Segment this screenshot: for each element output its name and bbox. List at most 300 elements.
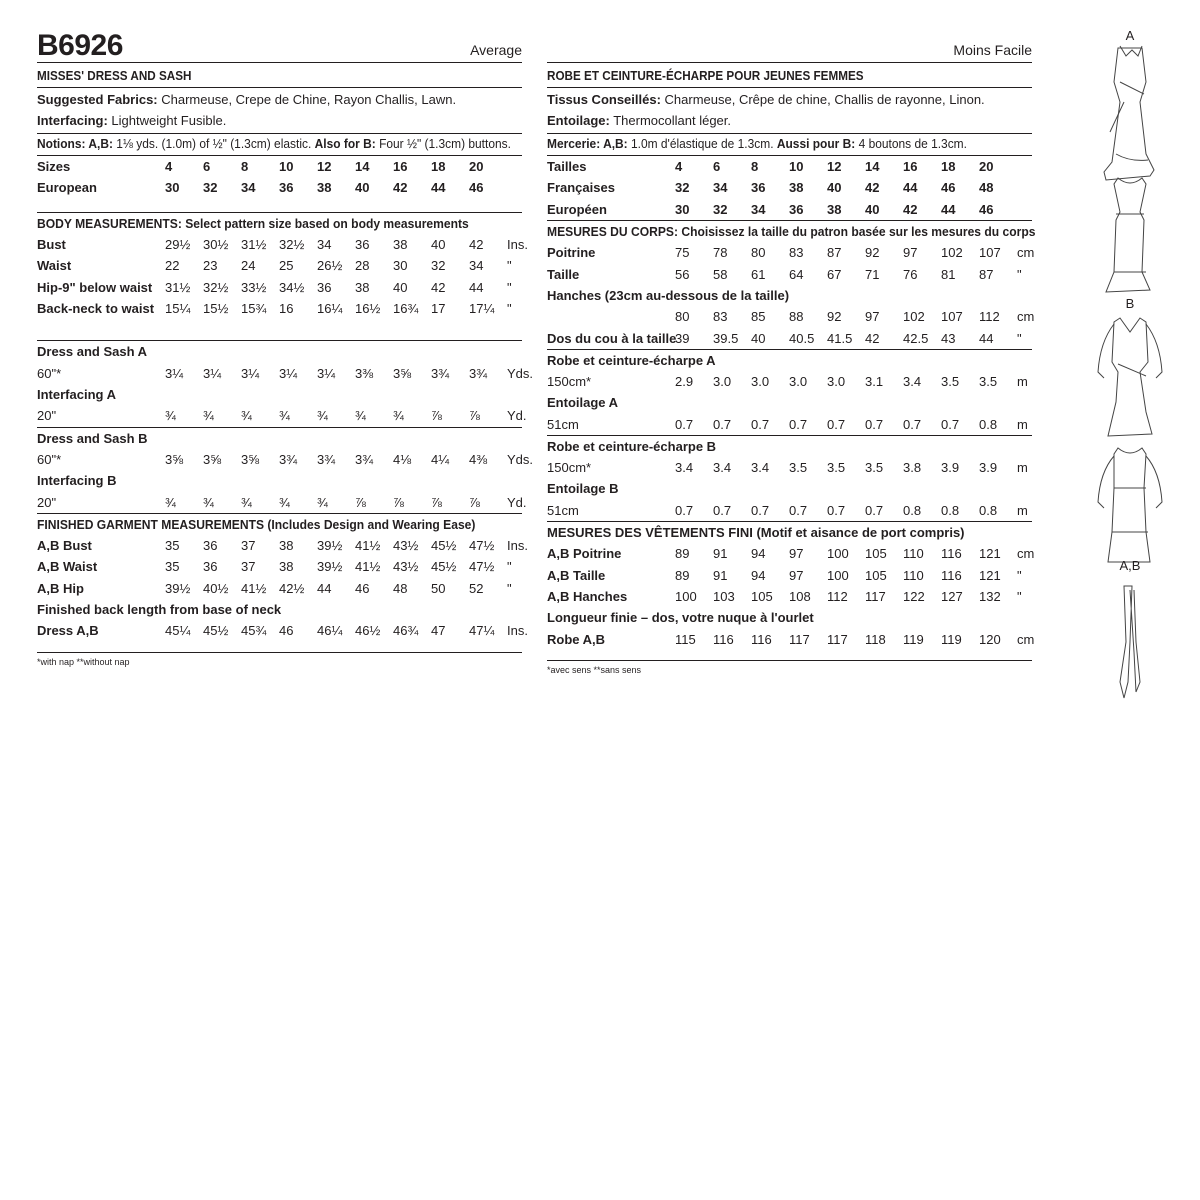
row-value: ¾ [203,408,214,424]
table-row [547,500,1032,521]
row-value: 31½ [241,237,267,253]
row-unit: " [507,300,512,316]
row-value: 47 [431,623,446,639]
row-value: ¾ [203,494,214,510]
row-value: 0.7 [751,416,770,432]
row-value: 38 [827,201,842,217]
yardage-table [37,491,527,512]
row-value: 0.7 [941,416,960,432]
row-value: 91 [713,546,728,562]
back-length-table [37,620,528,641]
row-value: 94 [751,567,766,583]
row-value: 110 [903,546,924,562]
row-value: 38 [393,237,408,253]
row-label: Back-neck to waist [37,300,155,316]
row-value: 37 [241,559,256,575]
row-value: 85 [751,309,766,325]
row-value: 44 [431,180,446,196]
row-value: 3¾ [355,452,374,467]
row-value: 35 [165,559,180,575]
row-value: 36 [279,180,294,196]
french-column [547,30,1036,675]
yardage-heading: Entoilage A [547,395,619,411]
row-value: 12 [317,159,332,175]
row-label [547,306,675,327]
row-value: 91 [713,567,728,583]
row-value: 44 [903,180,918,196]
row-label: 51cm [547,416,579,432]
notions-text: 1.0m d'élastique de 1.3cm. [627,136,777,151]
table-row [37,156,522,177]
row-value: 38 [789,180,804,196]
table-row [37,255,522,276]
body-measurements-heading: MESURES DU CORPS: Choisissez la taille du patron basée sur les mesures du corps [547,223,1036,239]
row-value: 33½ [241,279,267,295]
row-value: 116 [713,631,734,647]
row-value: 0.7 [675,416,694,432]
row-value: 118 [865,631,886,647]
row-value: 8 [241,159,249,175]
row-label: Robe A,B [547,631,606,647]
row-value: 39 [675,330,690,346]
row-value: 14 [865,159,880,175]
row-unit: Yd. [507,494,527,510]
row-value: ¾ [241,494,252,510]
row-unit: cm [1017,309,1035,325]
row-label: A,B Hanches [547,589,628,605]
row-value: 97 [865,309,880,325]
yardage-heading: Entoilage B [547,481,619,497]
row-value: 4¼ [431,452,450,467]
row-unit: Yd. [507,408,527,424]
back-length-heading: Finished back length from base of neck [37,601,282,617]
row-value: ¾ [241,408,252,424]
row-label: 20" [37,494,57,510]
yardage-heading: Interfacing A [37,386,116,402]
row-value: 110 [903,567,924,583]
table-row [37,491,522,512]
table-row [547,629,1032,650]
table-row [547,371,1032,392]
row-label: Hip-9" below waist [37,279,153,295]
row-value: 3.1 [865,374,884,390]
row-value: 46½ [355,623,381,639]
row-unit: m [1017,374,1028,390]
row-value: 42 [469,237,484,253]
yardage-table [37,363,534,384]
row-value: 127 [941,589,963,605]
row-value: 24 [241,258,256,274]
row-value: 16¼ [317,300,343,316]
row-label: Poitrine [547,245,596,261]
row-value: 94 [751,546,766,562]
row-value: 45¾ [241,623,267,639]
row-value: 105 [865,546,887,562]
row-value: 46 [279,623,294,639]
difficulty-level: Moins Facile [953,42,1032,58]
row-value: 17¼ [469,300,495,316]
row-unit: " [507,559,512,575]
row-value: 48 [979,180,994,196]
row-value: 0.7 [903,416,922,432]
finished-measurements-heading: FINISHED GARMENT MEASUREMENTS (Includes Design and Wearing Ease) [37,516,476,532]
row-value: 41½ [355,538,381,554]
row-label: 60"* [37,452,62,467]
row-value: 38 [317,180,332,196]
difficulty-level: Average [470,42,522,58]
row-value: 0.7 [789,416,808,432]
row-value: 3¼ [203,365,222,381]
yardage-table [547,371,1032,392]
table-row [37,556,522,577]
body-measurements-heading: BODY MEASUREMENTS: Select pattern size based on body measurements [37,215,469,231]
row-value: 39½ [165,580,191,596]
row-value: 3.4 [751,460,770,476]
row-label: Bust [37,237,66,253]
dress-a-front-icon [1104,46,1154,180]
row-value: 16 [393,159,408,175]
row-value: 3.9 [941,460,960,476]
row-value: ⅞ [431,408,442,424]
row-value: 83 [789,245,804,261]
row-value: 45½ [431,559,457,575]
table-row [37,298,522,319]
hip-table [547,306,1035,349]
row-value: 16 [279,300,294,316]
row-value: 97 [789,567,804,583]
yardage-section [37,341,534,512]
table-row [547,543,1032,564]
row-label: A,B Hip [37,580,84,596]
row-value: 34 [317,237,332,253]
row-value: 34 [469,258,484,274]
row-value: 3.0 [789,374,808,390]
row-value: 3.8 [903,460,922,476]
row-value: 41½ [355,559,381,575]
row-unit: Yds. [507,365,534,381]
row-value: 8 [751,159,759,175]
back-length-heading: Longueur finie – dos, votre nuque à l'ourlet [547,610,814,626]
row-value: 3.5 [865,460,884,476]
row-value: 0.7 [789,502,808,518]
row-value: 71 [865,266,880,282]
row-value: 36 [203,538,218,554]
row-value: 32 [203,180,218,196]
table-row [37,578,522,599]
row-value: 47½ [469,538,495,554]
row-value: 18 [431,159,446,175]
row-value: 42 [865,180,880,196]
row-value: 0.7 [865,416,884,432]
sizes-table [547,156,1032,220]
row-label: 60"* [37,365,62,381]
row-value: 117 [865,589,886,605]
table-row [547,242,1032,263]
row-value: 64 [789,266,804,282]
row-value: 75 [675,245,690,261]
yardage-heading: Dress and Sash A [37,344,148,360]
row-value: 42 [393,180,408,196]
row-value: 116 [751,631,772,647]
pattern-title: MISSES' DRESS AND SASH [37,68,192,83]
row-value: 42½ [279,580,305,596]
interfacing-label: Interfacing: [37,113,108,128]
interfacing-text: Thermocollant léger. [609,113,732,128]
row-value: 3.5 [827,460,846,476]
row-value: 0.8 [979,416,998,432]
row-value: 46¼ [317,623,343,639]
row-unit: cm [1017,631,1035,647]
row-value: 14 [355,159,370,175]
row-value: 0.8 [979,502,998,518]
footnote: *avec sens **sans sens [547,664,642,675]
body-measurements-table [547,242,1035,285]
row-value: 31½ [165,279,191,295]
row-value: 122 [903,589,925,605]
row-unit: " [1017,266,1022,282]
row-value: 92 [827,309,842,325]
table-row [547,199,1032,220]
fabrics-label: Suggested Fabrics: [37,92,158,107]
finished-measurements-heading: MESURES DES VÊTEMENTS FINI (Motif et aisance de port compris) [547,525,965,541]
fabrics-text: Charmeuse, Crêpe de chine, Challis de rayonne, Linon. [660,92,985,107]
row-value: 117 [827,631,848,647]
row-value: 35 [165,538,180,554]
row-value: 15¾ [241,300,267,316]
row-value: 36 [355,237,370,253]
row-value: 3¼ [317,365,336,381]
row-value: 4⅜ [469,452,488,467]
row-value: 97 [789,546,804,562]
dress-b-front-icon [1098,318,1162,436]
row-value: 44 [979,330,994,346]
row-value: 42 [431,279,446,295]
table-row [547,586,1032,607]
row-value: 3.4 [713,460,732,476]
row-unit: Yds. [507,452,534,467]
also-text: Four ½" (1.3cm) buttons. [375,136,511,151]
row-value: ¾ [279,494,290,510]
table-row [547,306,1032,327]
row-value: 4 [165,159,173,175]
row-value: 3.4 [903,374,922,390]
row-value: 103 [713,589,735,605]
row-value: 28 [355,258,370,274]
row-value: 3.9 [979,460,998,476]
row-value: 0.7 [865,502,884,518]
row-value: 0.7 [713,416,732,432]
row-label: A,B Waist [37,559,98,575]
row-value: 81 [941,266,956,282]
fabrics-text: Charmeuse, Crepe de Chine, Rayon Challis, Lawn. [157,92,457,107]
row-value: 0.7 [713,502,732,518]
row-value: ¾ [279,408,290,424]
row-unit: cm [1017,245,1035,261]
row-value: 32 [713,201,728,217]
yardage-heading: Robe et ceinture-écharpe A [547,352,716,368]
row-value: 3⅝ [393,365,412,381]
row-label: Sizes [37,159,71,175]
row-value: 0.8 [903,502,922,518]
row-value: 41½ [241,580,267,596]
row-value: 112 [827,589,848,605]
yardage-table [547,414,1032,435]
divider [37,652,522,653]
row-value: 44 [317,580,332,596]
yardage-table [547,457,1032,478]
finished-measurements-table [37,535,528,599]
row-value: 44 [941,201,956,217]
row-value: 15½ [203,300,229,316]
row-value: 87 [979,266,994,282]
table-row [37,405,522,426]
row-value: 40.5 [789,330,815,346]
row-label: 150cm* [547,374,592,390]
row-value: 3.5 [979,374,998,390]
row-unit: m [1017,416,1028,432]
table-row [547,457,1032,478]
row-value: 120 [979,631,1001,647]
row-value: 3.4 [675,460,694,476]
row-value: 12 [827,159,842,175]
row-value: 61 [751,266,766,282]
table-row [547,263,1032,284]
row-value: 107 [941,309,963,325]
illustrations-svg [1090,42,1170,702]
row-value: 45½ [431,538,457,554]
row-value: 17 [431,300,446,316]
fabrics-paragraph [547,88,1032,133]
row-value: 0.7 [827,502,846,518]
table-row [37,620,522,641]
notions-line [547,134,993,155]
yardage-table [37,449,534,470]
row-value: 115 [675,631,696,647]
dress-a-back-icon [1106,178,1150,292]
row-value: 34 [713,180,728,196]
row-value: 121 [979,546,1001,562]
english-column [37,29,534,667]
row-value: 32½ [279,237,305,253]
row-value: 102 [903,309,925,325]
sash-icon [1120,586,1140,698]
row-value: 47¼ [469,623,495,639]
row-value: 30 [675,201,690,217]
row-value: ¾ [165,408,176,424]
row-value: 116 [941,567,962,583]
interfacing-text: Lightweight Fusible. [107,113,227,128]
row-value: 42 [903,201,918,217]
header [547,30,1032,62]
row-unit: Ins. [507,237,528,253]
notions-line [37,134,511,155]
row-value: 117 [789,631,810,647]
row-value: 121 [979,567,1001,583]
row-value: 0.7 [827,416,846,432]
row-value: 39.5 [713,330,739,346]
view-ab-label: A,B [1119,558,1141,573]
row-value: 36 [751,180,766,196]
row-value: 100 [675,589,697,605]
row-value: 78 [713,245,728,261]
also-label: Also for B: [314,136,376,151]
table-row [547,327,1032,348]
row-value: 20 [469,159,484,175]
row-value: 3¼ [279,365,298,381]
hip-heading: Hanches (23cm au-dessous de la taille) [547,287,790,303]
pattern-code: B6926 [37,29,123,62]
row-label: Dos du cou à la taille [547,330,677,346]
row-value: 108 [789,589,811,605]
row-value: 3¼ [165,365,184,381]
row-value: 43½ [393,559,419,575]
row-value: 107 [979,245,1001,261]
table-row [547,156,1032,177]
row-value: 100 [827,567,849,583]
row-label: Françaises [547,180,615,196]
view-a-label: A [1125,28,1135,43]
pattern-title: ROBE ET CEINTURE-ÉCHARPE POUR JEUNES FEMMES [547,68,864,83]
row-value: 3⅝ [165,452,184,467]
row-value: 67 [827,266,842,282]
sizes-table [37,156,522,199]
row-unit: " [1017,330,1022,346]
fabrics-label: Tissus Conseillés: [547,92,661,107]
row-unit: " [1017,567,1022,583]
row-value: 0.7 [751,502,770,518]
row-value: 16 [903,159,918,175]
row-unit: " [507,279,512,295]
header [37,30,522,62]
row-value: 2.9 [675,374,694,390]
row-value: 3.0 [713,374,732,390]
row-value: 58 [713,266,728,282]
yardage-heading: Dress and Sash B [37,430,148,446]
row-value: ¾ [355,408,366,424]
row-value: 39½ [317,538,343,554]
row-value: 119 [941,631,962,647]
row-value: 42 [865,330,880,346]
row-value: 15¼ [165,300,191,316]
row-value: 3¾ [431,365,450,381]
row-value: ¾ [317,494,328,510]
yardage-heading: Interfacing B [37,473,117,489]
table-row [37,177,522,198]
row-value: 47½ [469,559,495,575]
row-unit: Ins. [507,623,528,639]
row-value: ⅞ [431,494,442,510]
row-value: 0.8 [941,502,960,518]
row-value: 38 [279,538,294,554]
row-label: Taille [547,266,580,282]
table-row [547,414,1032,435]
row-value: 102 [941,245,963,261]
row-value: 43 [941,330,956,346]
table-row [37,363,522,384]
row-value: 36 [317,279,332,295]
row-value: 97 [903,245,918,261]
row-value: 16½ [355,300,381,316]
row-value: 3.0 [751,374,770,390]
row-label: Dress A,B [37,623,99,639]
row-value: 46¾ [393,623,419,639]
row-unit: " [507,258,512,274]
row-value: ⅞ [469,494,480,510]
row-value: 3.0 [827,374,846,390]
yardage-section [547,350,1032,521]
row-value: 3.5 [789,460,808,476]
row-value: 6 [203,159,211,175]
